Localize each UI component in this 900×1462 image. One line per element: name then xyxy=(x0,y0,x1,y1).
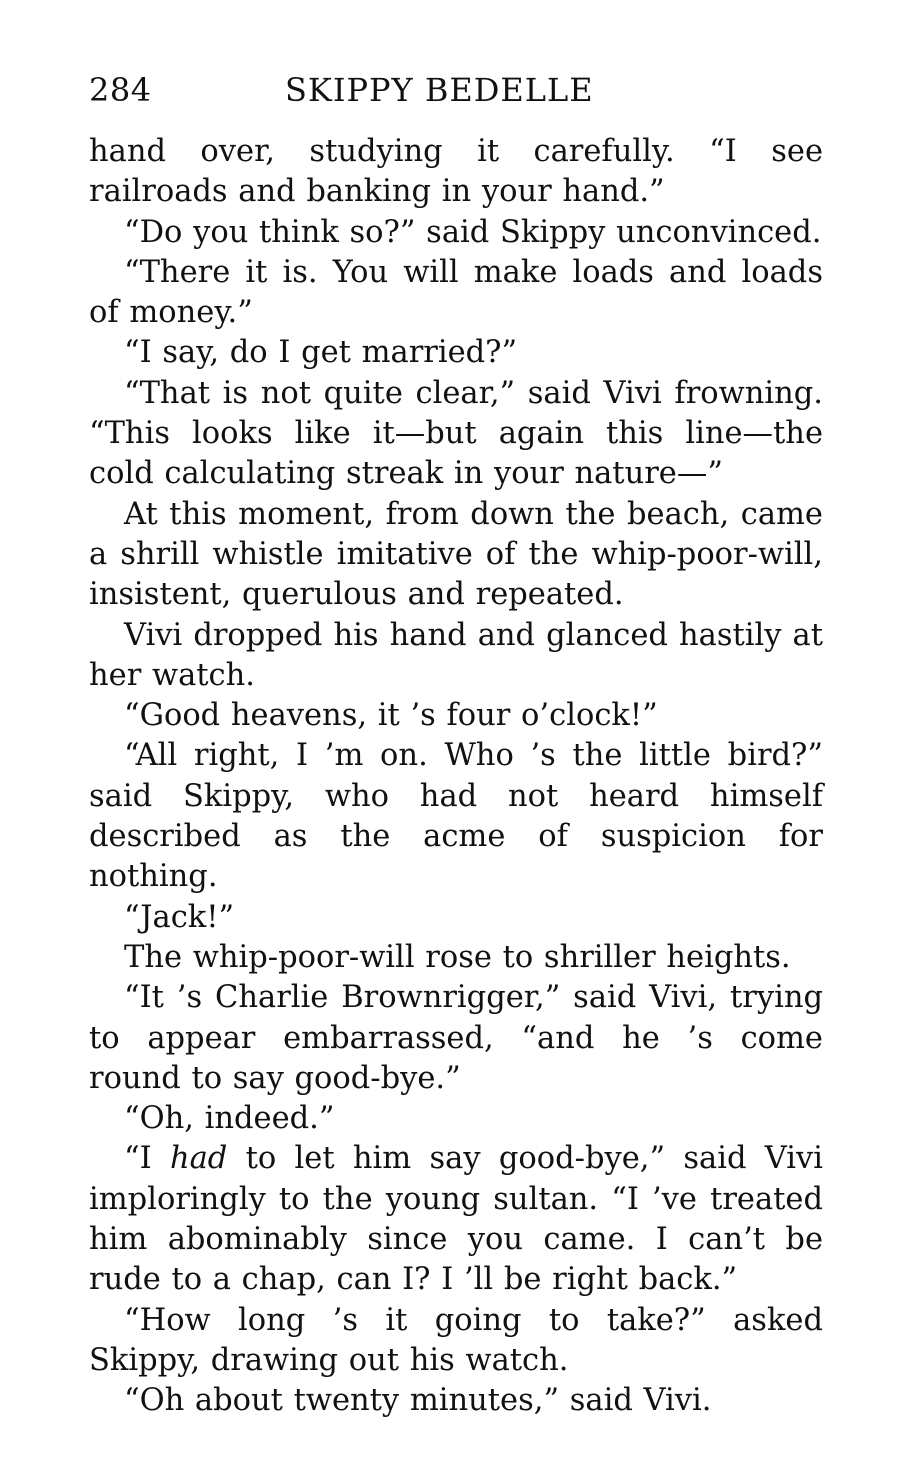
paragraph: “I say, do I get married?” xyxy=(124,335,518,371)
paragraph-text: to let him say good-bye,” said Vivi imploringly to the young sultan. “I ’ve treated him abominably since you came. I can’t be rude to a chap, can I? I ’ll be right back.” xyxy=(89,1141,823,1298)
paragraph: “It ’s Charlie Brownrigger,” said Vivi, trying to appear embarrassed, “and he ’s come round to say good-bye.” xyxy=(89,980,823,1096)
paragraph: “How long ’s it going to take?” asked Skippy, drawing out his watch. xyxy=(89,1302,823,1378)
paragraph: Vivi dropped his hand and glanced hastily at her watch. xyxy=(89,617,823,693)
paragraph: “All right, I ’m on. Who ’s the little bird?” said Skippy, who had not heard himself described as the acme of suspicion for nothing. xyxy=(89,738,823,895)
paragraph-with-emphasis xyxy=(89,1139,823,1300)
paragraph: “Oh about twenty minutes,” said Vivi. xyxy=(124,1383,712,1419)
paragraph: “That is not quite clear,” said Vivi frowning. “This looks like it—but again this line—the cold calculating streak in your nature—” xyxy=(89,375,823,492)
paragraph: At this moment, from down the beach, came a shrill whistle imitative of the whip-poor-will, insistent, querulous and repeated. xyxy=(89,496,823,613)
running-head xyxy=(89,62,823,118)
paragraph-continued: hand over, studying it carefully. “I see railroads and banking in your hand.” xyxy=(89,134,823,210)
paragraph: “Jack!” xyxy=(124,899,235,935)
paragraph: “Oh, indeed.” xyxy=(124,1101,335,1137)
paragraph-text: “I xyxy=(124,1141,170,1177)
page-body xyxy=(89,132,823,1422)
page-bottom-margin xyxy=(0,1400,900,1462)
paragraph: “Do you think so?” said Skippy unconvinced. xyxy=(124,214,822,250)
paragraph: “There it is. You will make loads and loads of money.” xyxy=(89,254,823,331)
paragraph: The whip-poor-will rose to shriller heights. xyxy=(124,939,791,975)
paragraph: “Good heavens, it ’s four o’clock!” xyxy=(124,698,658,734)
page-number: 284 xyxy=(89,71,152,109)
book-title: SKIPPY BEDELLE xyxy=(285,71,594,109)
book-page xyxy=(89,62,823,1422)
emphasis-text: had xyxy=(169,1141,228,1177)
